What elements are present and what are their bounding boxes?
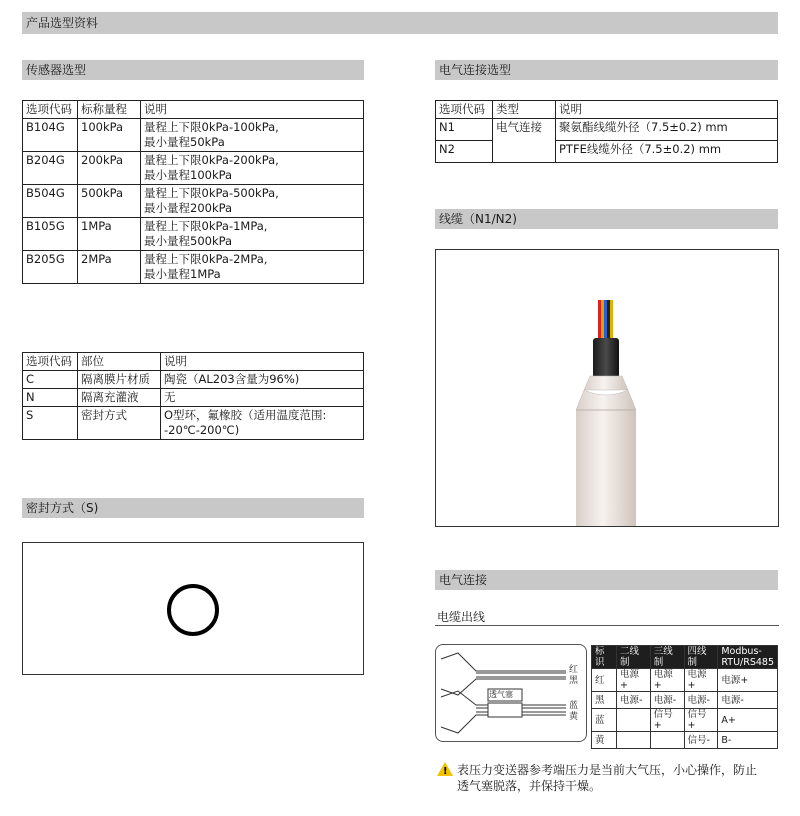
header-cell: 选项代码 bbox=[23, 101, 78, 119]
code-cell: B104G bbox=[23, 119, 78, 152]
electrical-table bbox=[435, 100, 778, 163]
code-cell: S bbox=[23, 407, 78, 440]
desc-line: 最小量程100kPa bbox=[144, 168, 233, 182]
connection-section-title: 电气连接 bbox=[435, 570, 778, 590]
table-row bbox=[23, 152, 364, 185]
range-cell: 500kPa bbox=[78, 185, 141, 218]
warning-line-1 bbox=[437, 762, 779, 778]
code-cell: N2 bbox=[436, 141, 493, 163]
desc-line: 最小量程50kPa bbox=[144, 135, 225, 149]
sensor-table bbox=[22, 100, 364, 284]
code-cell: C bbox=[23, 371, 78, 389]
header-cell: 类型 bbox=[493, 101, 556, 119]
warning-icon: ! bbox=[437, 762, 453, 776]
cell: 电源- bbox=[684, 692, 718, 709]
range-cell: 100kPa bbox=[78, 119, 141, 152]
electrical-section-title: 电气连接选型 bbox=[435, 60, 778, 80]
desc-line: 最小量程200kPa bbox=[144, 201, 233, 215]
desc-cell: PTFE线缆外径（7.5±0.2) mm bbox=[556, 141, 778, 163]
desc-cell bbox=[141, 119, 364, 152]
part-cell: 隔离膜片材质 bbox=[78, 371, 161, 389]
sensor-cable-image bbox=[436, 250, 778, 526]
table-row bbox=[23, 119, 364, 152]
desc-line: O型环，氟橡胶（适用温度范围: bbox=[164, 408, 327, 422]
desc-cell: 陶瓷（AL203含量为96%) bbox=[161, 371, 364, 389]
wiring-diagram bbox=[435, 644, 587, 742]
desc-line: 量程上下限0kPa-100kPa, bbox=[144, 120, 279, 134]
code-cell: B205G bbox=[23, 251, 78, 284]
wire-label-red: 红 bbox=[569, 665, 579, 675]
warning-note bbox=[437, 762, 779, 794]
code-cell: N bbox=[23, 389, 78, 407]
range-cell: 200kPa bbox=[78, 152, 141, 185]
header-cell: 二线制 bbox=[616, 646, 650, 669]
vent-plug-label: 透气塞 bbox=[489, 690, 513, 699]
table-row bbox=[592, 709, 778, 732]
header-cell: 说明 bbox=[556, 101, 778, 119]
desc-cell bbox=[141, 218, 364, 251]
header-cell: 标称量程 bbox=[78, 101, 141, 119]
desc-line: 量程上下限0kPa-500kPa, bbox=[144, 186, 279, 200]
part-cell: 密封方式 bbox=[78, 407, 161, 440]
part-cell: 隔离充灌液 bbox=[78, 389, 161, 407]
wire-label-black: 黑 bbox=[569, 676, 579, 686]
o-ring-icon bbox=[23, 543, 363, 674]
cell: B- bbox=[718, 732, 778, 749]
desc-line: -20℃-200℃) bbox=[164, 423, 240, 437]
cell bbox=[616, 709, 650, 732]
code-cell: B204G bbox=[23, 152, 78, 185]
table-row bbox=[23, 185, 364, 218]
cell: A+ bbox=[718, 709, 778, 732]
table-row bbox=[592, 692, 778, 709]
table-header-row bbox=[592, 646, 778, 669]
desc-line: 量程上下限0kPa-200kPa, bbox=[144, 153, 279, 167]
note-text: 表压力变送器参考端压力是当前大气压，小心操作，防止 bbox=[457, 763, 758, 777]
table-row bbox=[592, 732, 778, 749]
seal-image-box bbox=[22, 542, 364, 675]
table-header-row bbox=[436, 101, 778, 119]
desc-cell: 无 bbox=[161, 389, 364, 407]
desc-line: 量程上下限0kPa-1MPa, bbox=[144, 219, 268, 233]
table-row bbox=[23, 218, 364, 251]
cell: 信号+ bbox=[684, 709, 718, 732]
page-title: 产品选型资料 bbox=[22, 12, 778, 34]
cell: 电源+ bbox=[616, 669, 650, 692]
cell bbox=[650, 732, 684, 749]
desc-cell: 聚氨酯线缆外径（7.5±0.2) mm bbox=[556, 119, 778, 141]
seal-section-title: 密封方式（S) bbox=[22, 498, 364, 518]
cell: 电源+ bbox=[684, 669, 718, 692]
range-cell: 2MPa bbox=[78, 251, 141, 284]
header-cell: 说明 bbox=[141, 101, 364, 119]
cable-image-box bbox=[435, 249, 779, 527]
table-row bbox=[23, 371, 364, 389]
cell: 黑 bbox=[592, 692, 617, 709]
table-header-row bbox=[23, 101, 364, 119]
wire-label-yellow: 黄 bbox=[569, 712, 579, 722]
cell: 信号- bbox=[684, 732, 718, 749]
table-row bbox=[23, 407, 364, 440]
desc-line: 最小量程1MPa bbox=[144, 267, 221, 281]
wiring-table bbox=[591, 645, 778, 749]
warning-line-2: 透气塞脱落，并保持干燥。 bbox=[457, 779, 602, 793]
cable-section-title: 线缆（N1/N2) bbox=[435, 209, 778, 229]
header-cell: 部位 bbox=[78, 353, 161, 371]
cell bbox=[616, 732, 650, 749]
cell: 电源+ bbox=[718, 669, 778, 692]
code-cell: B504G bbox=[23, 185, 78, 218]
header-cell: 四线制 bbox=[684, 646, 718, 669]
desc-cell bbox=[141, 251, 364, 284]
table-row bbox=[436, 119, 778, 141]
cell: 蓝 bbox=[592, 709, 617, 732]
header-cell: Modbus-RTU/RS485 bbox=[718, 646, 778, 669]
code-cell: B105G bbox=[23, 218, 78, 251]
header-cell: 说明 bbox=[161, 353, 364, 371]
range-cell: 1MPa bbox=[78, 218, 141, 251]
cell: 红 bbox=[592, 669, 617, 692]
divider bbox=[435, 625, 779, 626]
desc-cell bbox=[141, 185, 364, 218]
table-row bbox=[23, 389, 364, 407]
desc-cell bbox=[161, 407, 364, 440]
cell: 电源- bbox=[718, 692, 778, 709]
cell: 信号+ bbox=[650, 709, 684, 732]
desc-line: 量程上下限0kPa-2MPa, bbox=[144, 252, 268, 266]
desc-line: 最小量程500kPa bbox=[144, 234, 233, 248]
wire-label-blue: 蓝 bbox=[569, 701, 579, 711]
table-row bbox=[592, 669, 778, 692]
cell: 电源- bbox=[650, 692, 684, 709]
desc-cell bbox=[141, 152, 364, 185]
table-row bbox=[436, 141, 778, 163]
header-cell: 选项代码 bbox=[436, 101, 493, 119]
cell: 黄 bbox=[592, 732, 617, 749]
type-cell: 电气连接 bbox=[493, 119, 556, 163]
header-cell: 标识 bbox=[592, 646, 617, 669]
sensor-section-title: 传感器选型 bbox=[22, 60, 364, 80]
table-header-row bbox=[23, 353, 364, 371]
header-cell: 选项代码 bbox=[23, 353, 78, 371]
cell: 电源+ bbox=[650, 669, 684, 692]
table-row bbox=[23, 251, 364, 284]
cell: 电源- bbox=[616, 692, 650, 709]
header-cell: 三线制 bbox=[650, 646, 684, 669]
code-cell: N1 bbox=[436, 119, 493, 141]
material-table bbox=[22, 352, 364, 440]
cable-outlet-subtitle: 电缆出线 bbox=[437, 610, 486, 624]
